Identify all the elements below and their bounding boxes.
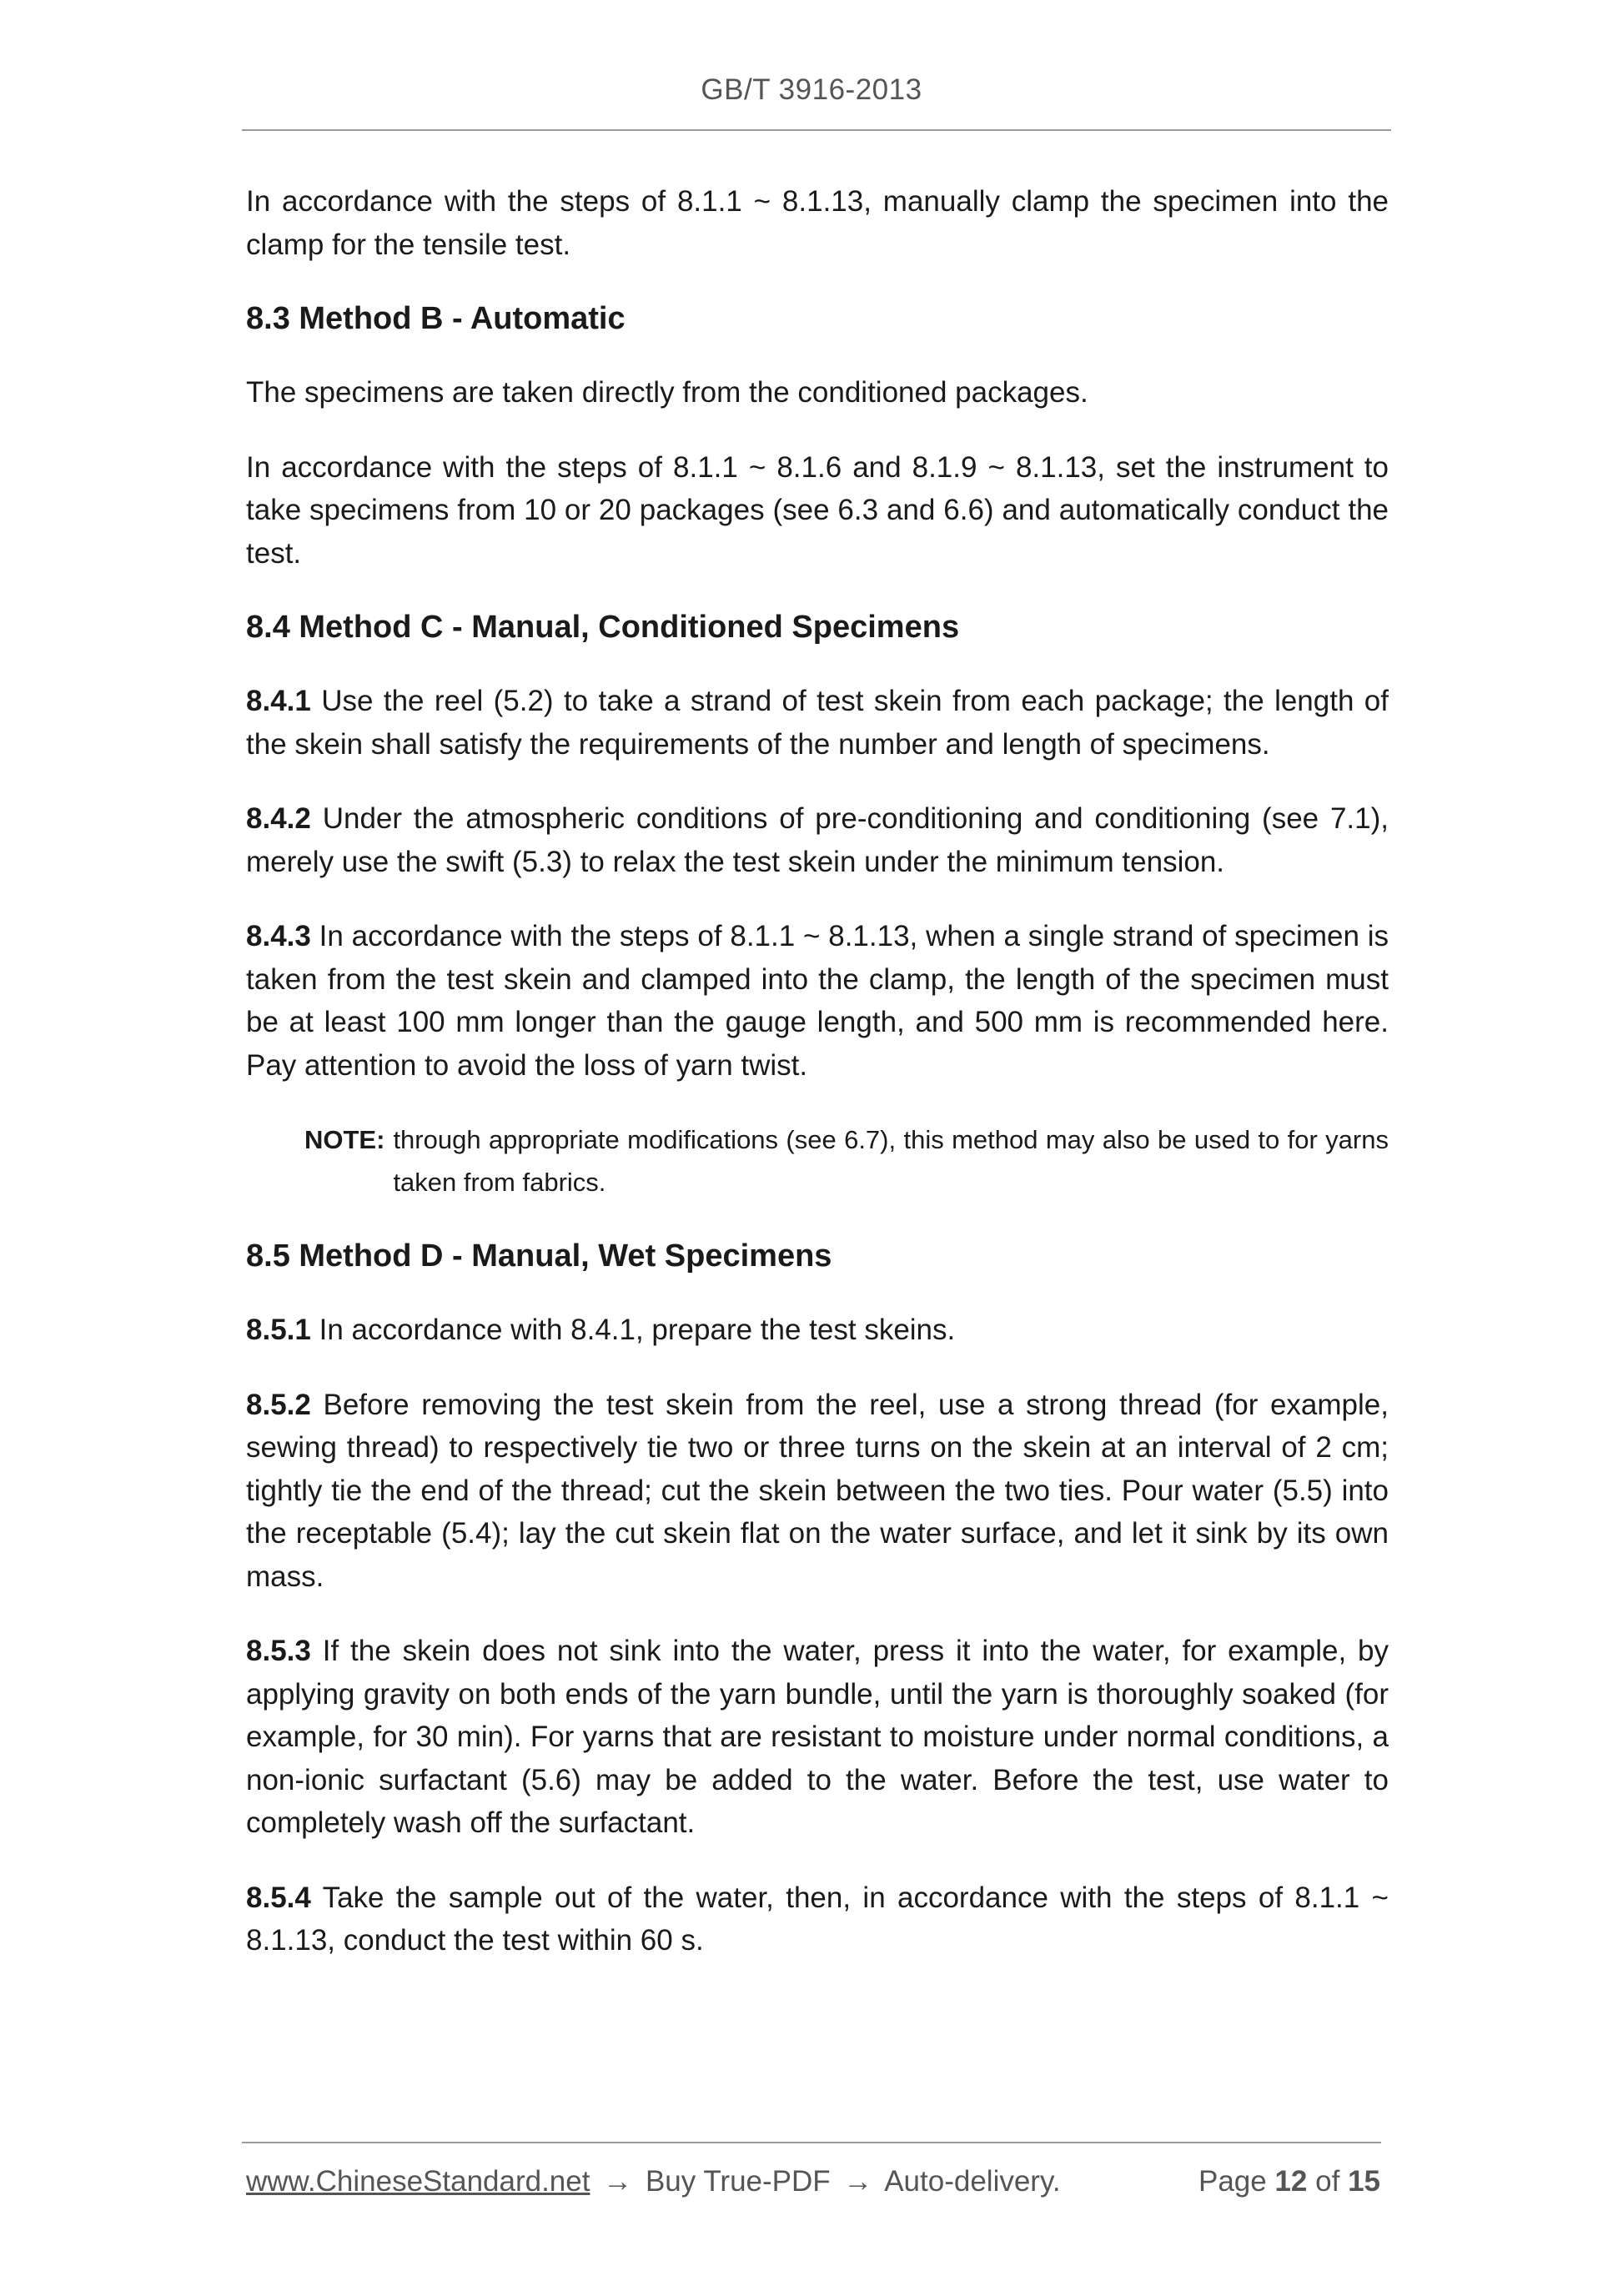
page-footer [246,2165,1380,2198]
page-current: 12 [1274,2165,1308,2198]
page-indicator [1198,2165,1380,2198]
note-text: through appropriate modifications (see 6.7), this method may also be used to for yarns taken from fabrics. [393,1125,1389,1197]
clause-8-4-1 [246,680,1389,766]
clause-number: 8.4.3 [246,920,311,952]
website-link[interactable]: www.ChineseStandard.net [246,2165,590,2198]
clause-text: Take the sample out of the water, then, in accordance with the steps of 8.1.1 ~ 8.1.13, conduct the test within 60 s. [246,1881,1389,1957]
clause-text: In accordance with the steps of 8.1.1 ~ 8.1.13, when a single strand of specimen is taken from the test skein and clamped into the clamp, the length of the specimen must be at least 100 mm longer than the gauge length, and 500 mm is recommended here. Pay attention to avoid the loss of yarn twist. [246,920,1389,1082]
note-label: NOTE: [304,1125,385,1154]
paragraph-8-3-2: In accordance with the steps of 8.1.1 ~ 8.1.6 and 8.1.9 ~ 8.1.13, set the instrument to take specimens from 10 or 20 packages (see 6.3 and 6.6) and automatically conduct the test. [246,450,1389,570]
page-of-label: of [1315,2165,1340,2198]
buy-text: Buy True-PDF [645,2165,831,2198]
section-heading-8-4: 8.4 Method C - Manual, Conditioned Specimens [246,610,960,645]
clause-8-5-1 [246,1309,1389,1352]
clause-number: 8.5.1 [246,1314,311,1346]
page-label: Page [1198,2165,1267,2198]
section-heading-8-5: 8.5 Method D - Manual, Wet Specimens [246,1238,832,1274]
paragraph-8-3-1: The specimens are taken directly from the conditioned packages. [246,376,1088,409]
note-block [304,1118,1389,1203]
clause-text: Under the atmospheric conditions of pre-conditioning and conditioning (see 7.1), merely use the swift (5.3) to relax the test skein under the minimum tension. [246,802,1389,878]
clause-number: 8.5.4 [246,1881,311,1914]
header-divider [242,129,1391,131]
clause-8-5-4 [246,1876,1389,1962]
clause-number: 8.5.2 [246,1388,311,1421]
clause-text: Use the reel (5.2) to take a strand of test skein from each package; the length of the skein shall satisfy the requirements of the number and length of specimens. [246,685,1389,761]
clause-number: 8.4.2 [246,802,311,835]
clause-text: Before removing the test skein from the reel, use a strong thread (for example, sewing thread) to respectively tie two or three turns on the skein at an interval of 2 cm; tightly tie the end of the thread; cut the skein between the two ties. Pour water (5.5) into the receptable (5.4); lay the cut skein flat on the water surface, and let it sink by its own mass. [246,1388,1389,1593]
document-body [246,180,1389,1994]
paragraph-clamp-intro: In accordance with the steps of 8.1.1 ~ 8.1.13, manually clamp the specimen into the clamp for the tensile test. [246,185,1389,261]
page-total: 15 [1348,2165,1380,2198]
footer-divider [242,2142,1381,2143]
clause-text: If the skein does not sink into the water, press it into the water, for example, by applying gravity on both ends of the yarn bundle, until the yarn is thoroughly soaked (for example, for 30 min). For yarns that are resistant to moisture under normal conditions, a non-ionic surfactant (5.6) may be added to the water. Before the test, use water to completely wash off the surfactant. [246,1635,1389,1839]
section-heading-8-3: 8.3 Method B - Automatic [246,301,626,336]
clause-number: 8.5.3 [246,1635,311,1667]
clause-8-5-2 [246,1384,1389,1599]
delivery-text: Auto-delivery. [884,2165,1061,2198]
clause-8-5-3 [246,1630,1389,1845]
footer-promo [246,2165,1061,2198]
document-header-title: GB/T 3916-2013 [701,73,922,106]
clause-number: 8.4.1 [246,685,311,717]
arrow-right-icon: → [603,2165,633,2198]
clause-text: In accordance with 8.4.1, prepare the test skeins. [319,1314,956,1346]
clause-8-4-2 [246,797,1389,883]
clause-8-4-3 [246,915,1389,1087]
arrow-right-icon: → [843,2165,873,2198]
